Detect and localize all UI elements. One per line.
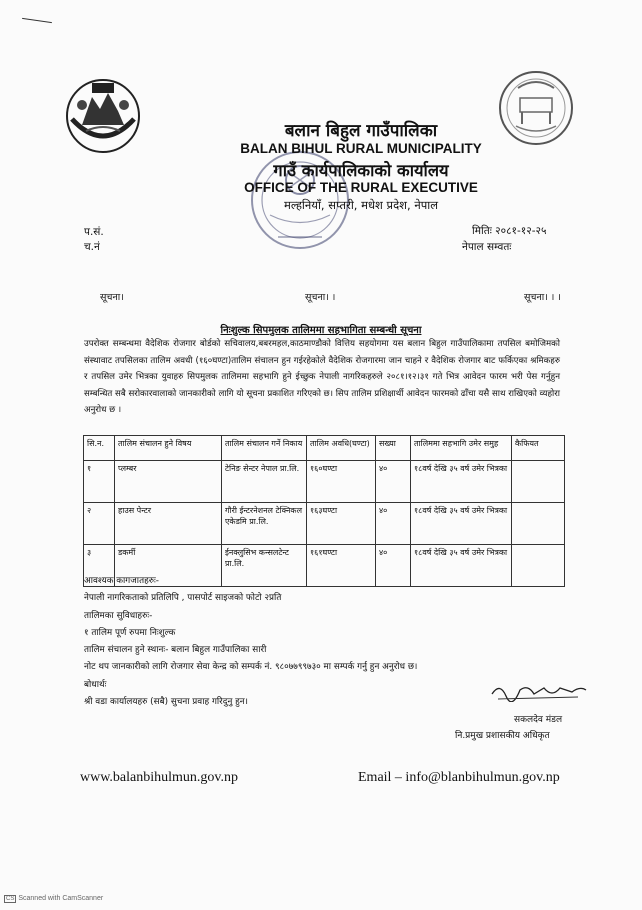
cell-duration: १६१घण्टा: [307, 545, 376, 587]
footer-website: www.balanbihulmun.gov.np: [80, 770, 238, 785]
cell-subject: प्लम्बर: [115, 461, 222, 503]
cell-age-group: १८वर्ष देखि ३५ वर्ष उमेर भित्रका: [411, 461, 512, 503]
col-serial: सि.न.: [84, 436, 115, 461]
cell-remarks: [512, 503, 565, 545]
cell-provider: ईनक्लुसिभ कन्सलटेन्ट प्रा.लि.: [222, 545, 307, 587]
documents-line: नेपाली नागरिकताको प्रतिलिपि , पासपोर्ट साइजको फोटो २प्रति: [84, 593, 282, 603]
notice-title: निःशुल्क सिपमुलक तालिममा सहभागिता सम्बन्धी सूचना: [220, 325, 422, 336]
notice-label-3: सूचना। । ।: [524, 292, 562, 303]
camscanner-icon: CS: [6, 896, 15, 902]
documents-heading: आवश्यक कागजातहरुः-: [84, 576, 159, 586]
nepal-sambat-label: नेपाल सम्वतः: [462, 241, 512, 253]
cell-duration: १६०घण्टा: [307, 461, 376, 503]
cc-line: श्री वडा कार्यालयहरु (सबै) सुचना प्रवाह गरिदुनु हुन।: [84, 697, 249, 707]
cell-serial: २: [84, 503, 115, 545]
col-count: सख्या: [376, 436, 411, 461]
venue-line: तालिम संचालन हुने स्थानः- बलान बिहुल गाउँपालिका सारी: [84, 645, 267, 655]
cell-serial: १: [84, 461, 115, 503]
table-header-row: [84, 436, 565, 461]
signature-scribble-icon: [488, 680, 588, 702]
col-age-group: तालिममा सहभागि उमेर समुह: [411, 436, 512, 461]
scanner-text: Scanned with CamScanner: [18, 895, 104, 902]
office-name-np: गाउँ कार्यपालिकाको कार्यालय: [273, 161, 449, 180]
facility-line: १ तालिम पूर्ण रुपमा निःशुल्क: [84, 628, 176, 638]
signatory-designation: नि.प्रमुख प्रशासकीय अधिकृत: [455, 731, 550, 741]
dispatch-number-label: च.नं: [84, 241, 100, 253]
scanner-watermark: [4, 895, 103, 903]
municipality-name-en: BALAN BIHUL RURAL MUNICIPALITY: [240, 141, 482, 156]
municipality-name-np: बलान बिहुल गाउँपालिका: [284, 121, 438, 141]
cell-count: ४०: [376, 461, 411, 503]
footer-email: Email – info@blanbihulmun.gov.np: [358, 770, 560, 785]
contact-line: नोट थप जानकारीको लागि रोजगार सेवा केन्द्र को सम्पर्क नं. ९८०७७९९७३० मा सम्पर्क गर्नु हुन अनुरोध छ।: [84, 662, 418, 672]
col-provider: तालिम संचालन गर्ने निकाय: [222, 436, 307, 461]
table-row: [84, 461, 565, 503]
col-remarks: कैफियत: [512, 436, 565, 461]
cell-remarks: [512, 461, 565, 503]
table-row: [84, 503, 565, 545]
cell-duration: १६३घण्टा: [307, 503, 376, 545]
cell-age-group: १८वर्ष देखि ३५ वर्ष उमेर भित्रका: [411, 545, 512, 587]
col-subject: तालिम संचालन हुने विषय: [115, 436, 222, 461]
training-table: [83, 435, 565, 587]
facility-heading: तालिमका सुविधाहरुः-: [84, 611, 153, 621]
cc-heading: बोधार्थः: [84, 680, 107, 690]
cell-serial: ३: [84, 545, 115, 587]
signatory-name: सकलदेव मंडल: [514, 715, 563, 725]
cell-count: ४०: [376, 545, 411, 587]
notice-label-2: सूचना। ।: [305, 292, 336, 303]
cell-subject: हाउस पेन्टर: [115, 503, 222, 545]
notice-label-1: सूचना।: [100, 292, 124, 303]
notice-body: उपरोक्त सम्बन्धमा वैदेशिक रोजगार बोर्डको सचिवालय,बबरमहल,काठमाण्डौको वित्तिय सहयोगमा यस बलान बिहुल गाउँपालिकामा तपसिल बमोजिमको संस्थावाट तपसिलका तालिम अवधी (१६०घण्टा)तालिम संचालन हुन गईरहेकोले वैदेशिक रोजगारमा जान चाहने र वैदेशिक रोजगार बाट फर्किएका श्रमिकहरु र तपसिल उमेर भित्रका युवाहरु सिपमुलक तालिममा सहभागि हुने ईच्छुक नेपाली नागरिकहरुले २०८१।१२।३१ गते भित्र आवेदन फारम भरी पेस गर्नुहुन सम्बन्धित सबै सरोकारवालाको जानकारीको लागि यो सूचना प्रकाशित गरिएको छ। सिप तालिम प्रशिक्षार्थी आवेदन फारमको ढाँचा यसै साथ राखिएको व्यहोरा अनुरोध छ ।: [84, 339, 560, 415]
cell-remarks: [512, 545, 565, 587]
corner-mark: [22, 18, 52, 23]
reference-number-label: प.सं.: [84, 226, 104, 238]
date-label: मितिः २०८१-१२-२५: [472, 225, 547, 237]
col-duration: तालिम अवधि(घण्टा): [307, 436, 376, 461]
cell-age-group: १८वर्ष देखि ३५ वर्ष उमेर भित्रका: [411, 503, 512, 545]
cell-provider: टेनिङ सेन्टर नेपाल प्रा.लि.: [222, 461, 307, 503]
cell-count: ४०: [376, 503, 411, 545]
office-address: मल्हनियाँ, सप्तरी, मधेश प्रदेश, नेपाल: [283, 198, 439, 212]
cell-subject: डकर्मी: [115, 545, 222, 587]
office-name-en: OFFICE OF THE RURAL EXECUTIVE: [244, 180, 478, 195]
cell-provider: गौरी ईन्टरनेशनल टेक्निकल एकेडमि प्रा.लि.: [222, 503, 307, 545]
